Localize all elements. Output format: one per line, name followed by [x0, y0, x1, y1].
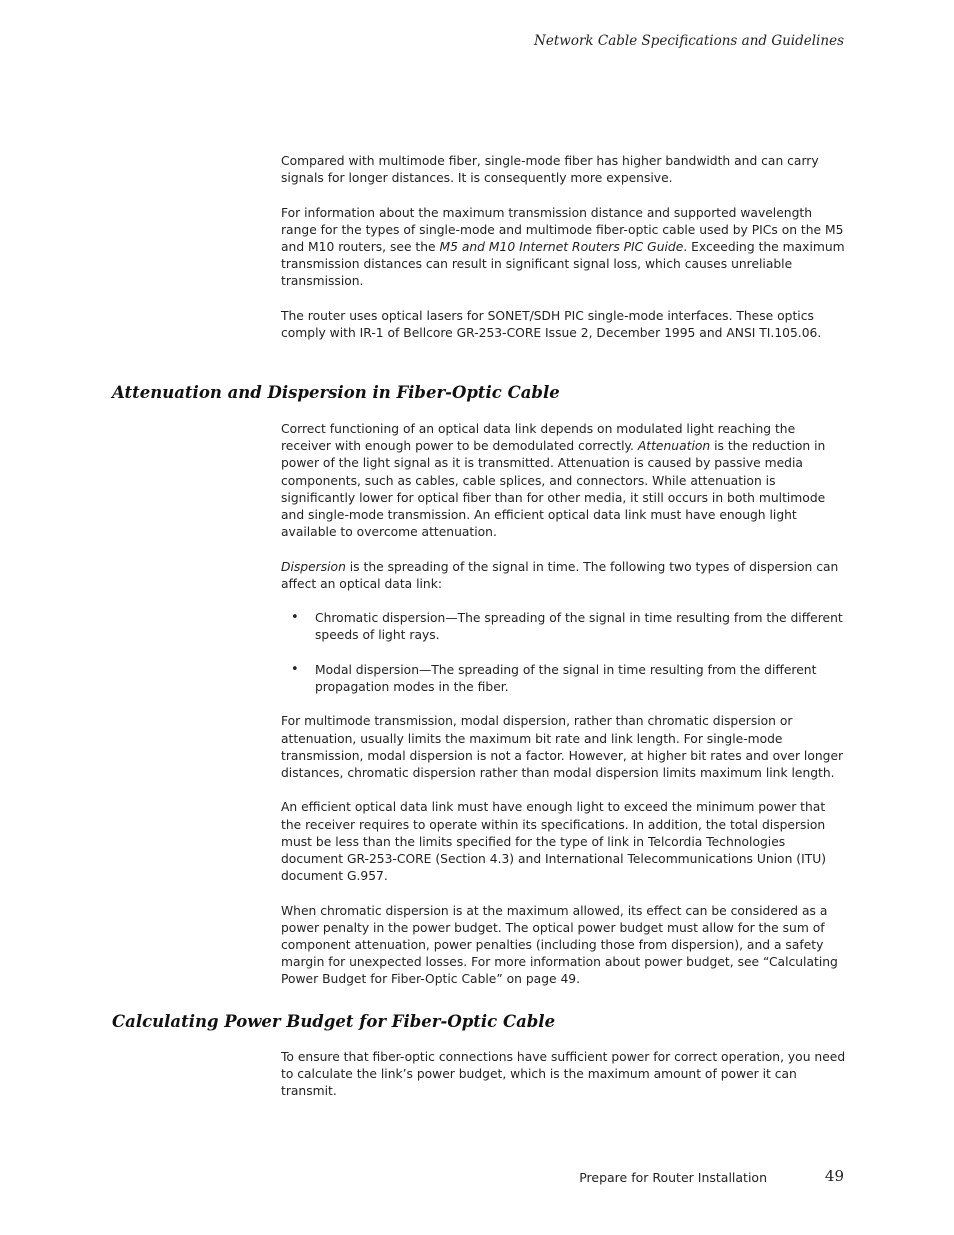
- list-item: [281, 662, 847, 696]
- intro-paragraph-3: The router uses optical lasers for SONET/SDH PIC single-mode interfaces. These optics comply with IR-1 of Bellcore GR-253-CORE Issue 2, December 1995 and ANSI TI.105.06.: [281, 308, 822, 340]
- intro-paragraph-2: [281, 205, 847, 291]
- attenuation-term: Attenuation: [637, 439, 711, 454]
- section-heading-power-budget: Calculating Power Budget for Fiber-Optic Cable: [112, 1012, 556, 1031]
- list-item: [281, 610, 847, 644]
- bullet-icon: •: [291, 661, 299, 677]
- intro-paragraph-1: Compared with multimode fiber, single-mode fiber has higher bandwidth and can carry signals for longer distances. It is consequently more expensive.: [281, 154, 819, 186]
- text-run: is the spreading of the signal in time. The following two types of dispersion can affect an optical data link:: [281, 559, 839, 591]
- text-run: For information about the maximum transmission distance and supported wavelength range for the types of single-mode and multimode fiber-optic cable used by PICs on the M5 and M10 routers, see the: [281, 205, 844, 254]
- attenuation-paragraph-1: [281, 421, 847, 541]
- footer-section-label: Prepare for Router Installation: [579, 1170, 767, 1185]
- text-run: . Exceeding the maximum transmission distances can result in significant signal loss, which causes unreliable transmission.: [281, 240, 845, 289]
- list-item-text: Modal dispersion—The spreading of the signal in time resulting from the different propagation modes in the fiber.: [315, 662, 817, 694]
- text-run: is the reduction in power of the light signal as it is transmitted. Attenuation is caused by passive media components, such as cables, cable splices, and connectors. While attenuation is significantly lower for optical fiber than for other media, it still occurs in both multimode and single-mode transmission. An efficient optical data link must have enough light available to overcome attenuation.: [281, 439, 826, 540]
- dispersion-types-list: [281, 610, 847, 696]
- power-budget-section-body: [281, 1049, 847, 1118]
- text-run: Correct functioning of an optical data link depends on modulated light reaching the receiver with enough power to be demodulated correctly.: [281, 422, 796, 454]
- list-item-text: Chromatic dispersion—The spreading of the signal in time resulting from the different speeds of light rays.: [315, 611, 843, 643]
- bullet-icon: •: [291, 610, 299, 626]
- attenuation-paragraph-4: An efficient optical data link must have enough light to exceed the minimum power that the receiver requires to operate within its specifications. In addition, the total dispersion must be less than the limits specified for the type of link in Telcordia Technologies document GR-253-CORE (Section 4.3) and International Telecommunications Union (ITU) document G.957.: [281, 800, 827, 884]
- attenuation-paragraph-3: For multimode transmission, modal dispersion, rather than chromatic dispersion or attenuation, usually limits the maximum bit rate and link length. For single-mode transmission, modal dispersion is not a factor. However, at higher bit rates and over longer distances, chromatic dispersion rather than modal dispersion limits maximum link length.: [281, 714, 844, 780]
- power-budget-paragraph-1: To ensure that fiber-optic connections have sufficient power for correct operation, you need to calculate the link’s power budget, which is the maximum amount of power it can transmit.: [281, 1050, 846, 1099]
- dispersion-paragraph: [281, 559, 847, 593]
- pic-guide-reference: M5 and M10 Internet Routers PIC Guide: [439, 240, 684, 254]
- running-header: Network Cable Specifications and Guidelines: [534, 33, 844, 49]
- intro-block: [281, 153, 847, 359]
- page-number: 49: [824, 1167, 844, 1185]
- dispersion-term: Dispersion: [281, 559, 346, 574]
- attenuation-paragraph-5: When chromatic dispersion is at the maximum allowed, its effect can be considered as a power penalty in the power budget. The optical power budget must allow for the sum of component attenuation, power penalties (including those from dispersion), and a safety margin for unexpected losses. For more information about power budget, see “Calculating Power Budget for Fiber-Optic Cable” on page 49.: [281, 903, 838, 987]
- section-heading-attenuation: Attenuation and Dispersion in Fiber-Optic Cable: [112, 383, 560, 402]
- attenuation-section-body: [281, 421, 847, 1006]
